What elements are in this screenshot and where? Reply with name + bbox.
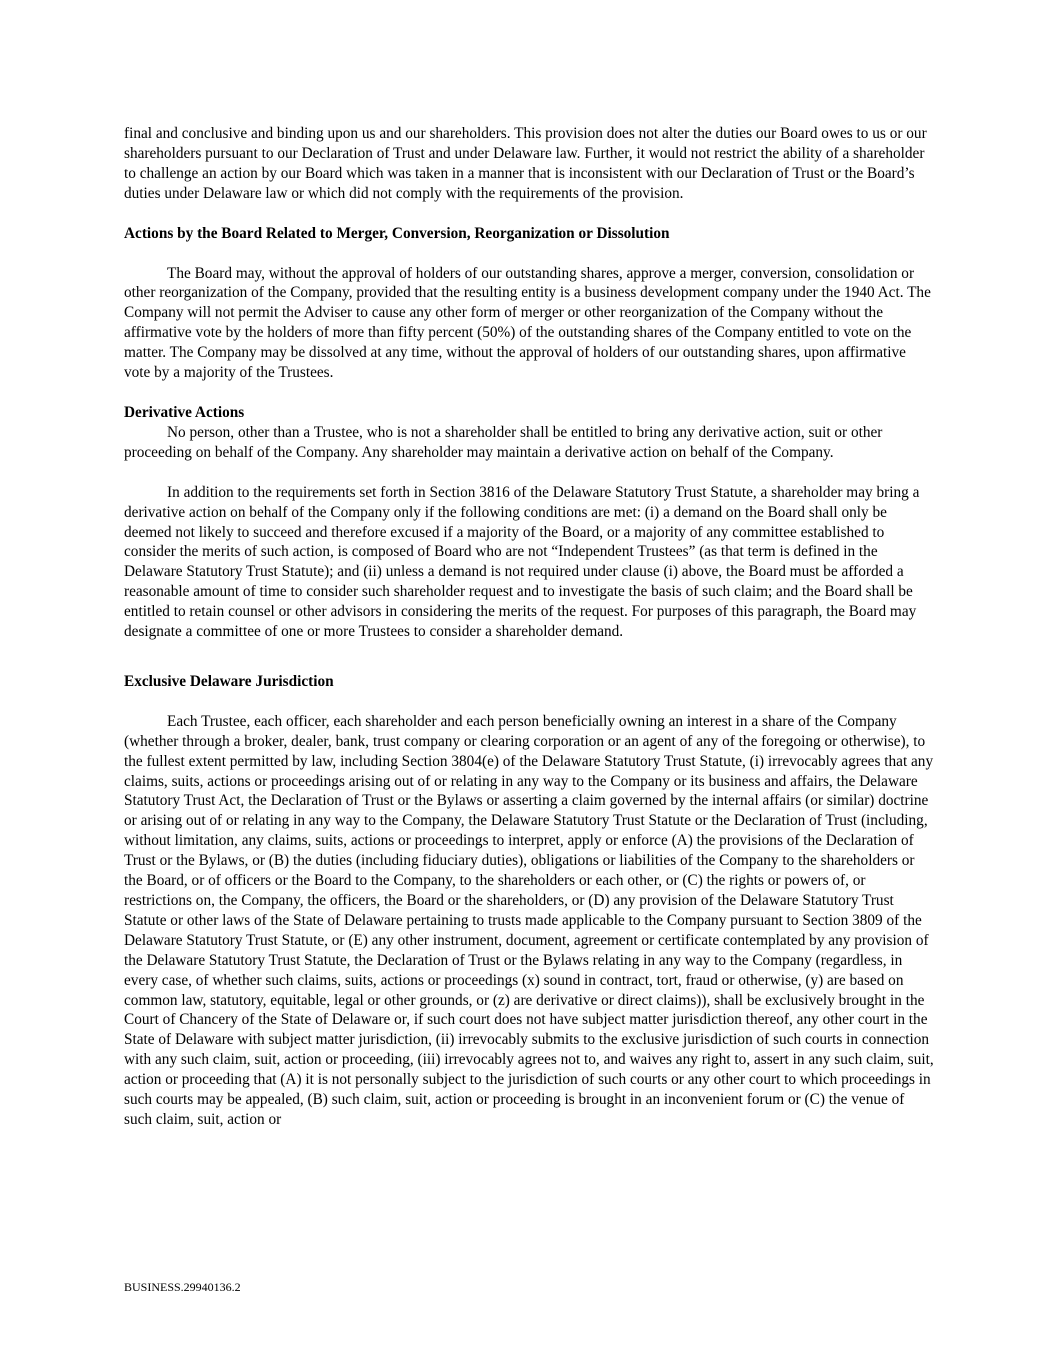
heading-derivative-actions: Derivative Actions (124, 403, 245, 421)
paragraph-derivative-2: In addition to the requirements set forth in Section 3816 of the Delaware Statutory Trust Statute, a shareholder may bring a derivative action on behalf of the Company only if the following conditions are met: (i) a demand on the Board shall only be deemed not likely to succeed and therefore excused if a majority of the Board, or a majority of any committee established to consider the merits of such action, is composed of Board who are not “Independent Trustees” (as that term is defined in the Delaware Statutory Trust Statute); and (ii) unless a demand is not required under clause (i) above, the Board must be afforded a reasonable amount of time to consider such shareholder request and to investigate the basis of such claim; and the Board shall be entitled to retain counsel or other advisors in considering the merits of the request. For purposes of this paragraph, the Board may designate a committee of one or more Trustees to consider a shareholder demand. (124, 483, 920, 641)
paragraph-jurisdiction: Each Trustee, each officer, each shareholder and each person beneficially owning an interest in a share of the Company (whether through a broker, dealer, bank, trust company or clearing corporation or an agent of any of the foregoing or otherwise), to the fullest extent permitted by law, including Section 3804(e) of the Delaware Statutory Trust Statute, (i) irrevocably agrees that any claims, suits, actions or proceedings arising out of or relating in any way to the Company or its business and affairs, the Delaware Statutory Trust Act, the Declaration of Trust or the Bylaws or asserting a claim governed by the internal affairs (or similar) doctrine or arising out of or relating in any way to the Company, the Delaware Statutory Trust Statute or the Declaration of Trust (including, without limitation, any claims, suits, actions or proceedings to interpret, apply or enforce (A) the provisions of the Declaration of Trust or the Bylaws, or (B) the duties (including fiduciary duties), obligations or liabilities of the Company to the shareholders or the Board, or of officers or the Board to the Company, to the shareholders or each other, or (C) the rights or powers of, or restrictions on, the Company, the officers, the Board or the shareholders, or (D) any provision of the Delaware Statutory Trust Statute or other laws of the State of Delaware pertaining to trusts made applicable to the Company pursuant to Section 3809 of the Delaware Statutory Trust Statute, or (E) any other instrument, document, agreement or certificate contemplated by any provision of the Delaware Statutory Trust Statute, the Declaration of Trust or the Bylaws relating in any way to the Company (regardless, in every case, of whether such claims, suits, actions or proceedings (x) sound in contract, tort, fraud or otherwise, (y) are based on common law, statutory, equitable, legal or other grounds, or (z) are derivative or direct claims)), shall be exclusively brought in the Court of Chancery of the State of Delaware or, if such court does not have subject matter jurisdiction thereof, any other court in the State of Delaware with subject matter jurisdiction, (ii) irrevocably submits to the exclusive jurisdiction of such courts in connection with any such claim, suit, action or proceeding, (iii) irrevocably agrees not to, and waives any right to, assert in any such claim, suit, action or proceeding that (A) it is not personally subject to the jurisdiction of such courts or any other court to which proceedings in such courts may be appealed, (B) such claim, suit, action or proceeding is brought in an inconvenient forum or (C) the venue of such claim, suit, action or (124, 712, 934, 1128)
paragraph-intro: final and conclusive and binding upon us and our shareholders. This provision does not alter the duties our Board owes to us or our shareholders pursuant to our Declaration of Trust and under Delaware law. Further, it would not restrict the ability of a shareholder to challenge an action by our Board which was taken in a manner that is inconsistent with our Declaration of Trust or the Board’s duties under Delaware law or which did not comply with the requirements of the provision. (124, 125, 927, 202)
paragraph-derivative-1: No person, other than a Trustee, who is not a shareholder shall be entitled to bring any derivative action, suit or other proceeding on behalf of the Company. Any shareholder may maintain a derivative action on behalf of the Company. (124, 423, 883, 461)
heading-exclusive-jurisdiction: Exclusive Delaware Jurisdiction (124, 672, 334, 690)
paragraph-merger: The Board may, without the approval of holders of our outstanding shares, approve a merger, conversion, consolidation or other reorganization of the Company, provided that the resulting entity is a business development company under the 1940 Act. The Company will not permit the Adviser to cause any other form of merger or other reorganization of the Company without the affirmative vote by the holders of more than fifty percent (50%) of the outstanding shares of the Company entitled to vote on the matter. The Company may be dissolved at any time, without the approval of holders of our outstanding shares, upon affirmative vote by a majority of the Trustees. (124, 264, 931, 382)
footer-document-id: BUSINESS.29940136.2 (124, 1280, 241, 1294)
heading-merger: Actions by the Board Related to Merger, Conversion, Reorganization or Dissolution (124, 224, 670, 242)
document-body (124, 124, 934, 1130)
